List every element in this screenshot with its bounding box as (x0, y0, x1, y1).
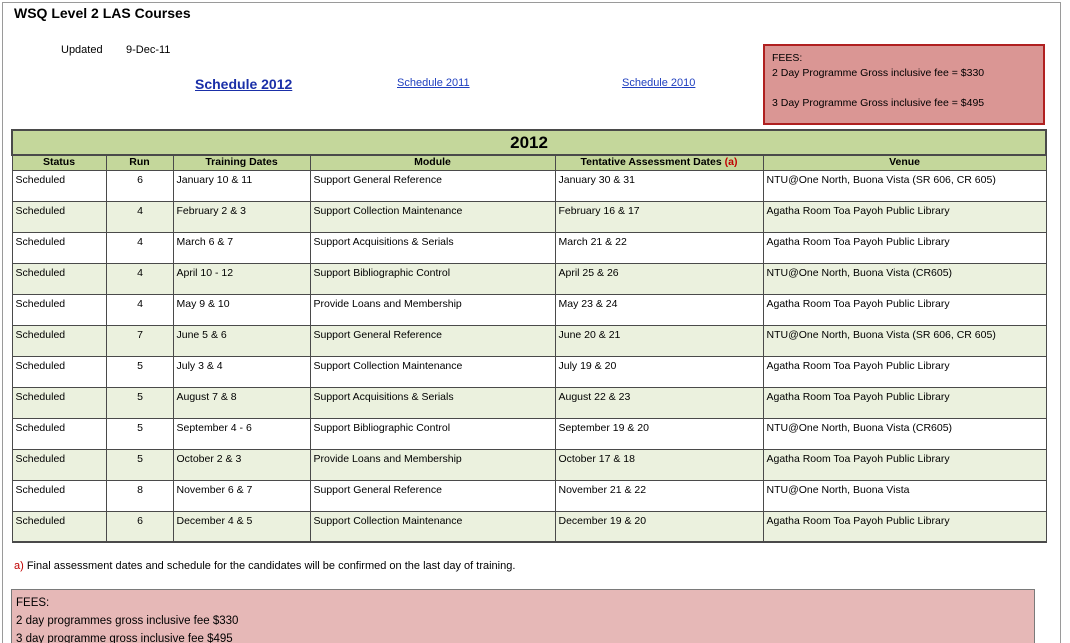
fees-heading: FEES: (772, 52, 803, 64)
footnote-mark: a) (14, 560, 24, 572)
schedule-table-body (12, 170, 1046, 542)
cell-status: Scheduled (12, 294, 106, 325)
cell-module: Support General Reference (310, 325, 555, 356)
cell-module: Support Acquisitions & Serials (310, 387, 555, 418)
cell-venue: NTU@One North, Buona Vista (SR 606, CR 605) (763, 170, 1046, 201)
cell-training-dates: February 2 & 3 (173, 201, 310, 232)
column-header-run: Run (106, 155, 173, 170)
column-header-module: Module (310, 155, 555, 170)
cell-venue: Agatha Room Toa Payoh Public Library (763, 201, 1046, 232)
cell-run: 5 (106, 418, 173, 449)
cell-assessment-dates: August 22 & 23 (555, 387, 763, 418)
cell-run: 4 (106, 294, 173, 325)
table-row (12, 449, 1046, 480)
cell-run: 7 (106, 325, 173, 356)
cell-module: Support General Reference (310, 480, 555, 511)
updated-date: 9-Dec-11 (126, 44, 171, 56)
cell-status: Scheduled (12, 449, 106, 480)
cell-module: Support Acquisitions & Serials (310, 232, 555, 263)
fees-2-day: 2 Day Programme Gross inclusive fee = $330 (772, 67, 985, 79)
fees-bottom-heading: FEES: (16, 597, 50, 609)
column-header-training-dates: Training Dates (173, 155, 310, 170)
fees-box-bottom (11, 589, 1035, 643)
cell-venue: NTU@One North, Buona Vista (763, 480, 1046, 511)
cell-training-dates: June 5 & 6 (173, 325, 310, 356)
cell-venue: Agatha Room Toa Payoh Public Library (763, 294, 1046, 325)
table-row (12, 263, 1046, 294)
cell-assessment-dates: November 21 & 22 (555, 480, 763, 511)
cell-training-dates: November 6 & 7 (173, 480, 310, 511)
cell-venue: NTU@One North, Buona Vista (SR 606, CR 605) (763, 325, 1046, 356)
cell-assessment-dates: April 25 & 26 (555, 263, 763, 294)
cell-venue: NTU@One North, Buona Vista (CR605) (763, 263, 1046, 294)
cell-status: Scheduled (12, 480, 106, 511)
fees-bottom-2-day: 2 day programmes gross inclusive fee $330 (16, 615, 239, 627)
cell-run: 5 (106, 387, 173, 418)
cell-training-dates: October 2 & 3 (173, 449, 310, 480)
cell-module: Support General Reference (310, 170, 555, 201)
cell-status: Scheduled (12, 201, 106, 232)
cell-training-dates: September 4 - 6 (173, 418, 310, 449)
cell-status: Scheduled (12, 170, 106, 201)
schedule-2011-link[interactable]: Schedule 2011 (397, 77, 470, 89)
table-row (12, 232, 1046, 263)
table-row (12, 418, 1046, 449)
cell-module: Support Collection Maintenance (310, 356, 555, 387)
fees-3-day: 3 Day Programme Gross inclusive fee = $495 (772, 97, 985, 109)
assessment-footnote-mark: (a) (724, 156, 738, 169)
cell-module: Provide Loans and Membership (310, 449, 555, 480)
schedule-table-wrap (11, 129, 1045, 543)
cell-run: 5 (106, 356, 173, 387)
cell-training-dates: July 3 & 4 (173, 356, 310, 387)
cell-status: Scheduled (12, 263, 106, 294)
cell-run: 6 (106, 170, 173, 201)
cell-run: 8 (106, 480, 173, 511)
table-row (12, 325, 1046, 356)
cell-assessment-dates: July 19 & 20 (555, 356, 763, 387)
table-row (12, 201, 1046, 232)
cell-venue: Agatha Room Toa Payoh Public Library (763, 387, 1046, 418)
table-row (12, 294, 1046, 325)
cell-assessment-dates: January 30 & 31 (555, 170, 763, 201)
table-row (12, 356, 1046, 387)
assessment-header-label: Tentative Assessment Dates (580, 156, 722, 169)
cell-venue: Agatha Room Toa Payoh Public Library (763, 232, 1046, 263)
footnote (14, 560, 515, 572)
cell-status: Scheduled (12, 387, 106, 418)
column-header-assessment-dates (555, 155, 763, 170)
cell-assessment-dates: May 23 & 24 (555, 294, 763, 325)
column-header-status: Status (12, 155, 106, 170)
cell-venue: Agatha Room Toa Payoh Public Library (763, 449, 1046, 480)
schedule-2012-link[interactable]: Schedule 2012 (195, 76, 293, 92)
cell-status: Scheduled (12, 325, 106, 356)
year-heading: 2012 (12, 130, 1046, 155)
cell-assessment-dates: March 21 & 22 (555, 232, 763, 263)
footnote-text: Final assessment dates and schedule for the candidates will be confirmed on the last day of training. (23, 560, 516, 572)
cell-assessment-dates: September 19 & 20 (555, 418, 763, 449)
column-header-venue: Venue (763, 155, 1046, 170)
cell-module: Support Bibliographic Control (310, 418, 555, 449)
cell-status: Scheduled (12, 356, 106, 387)
cell-training-dates: March 6 & 7 (173, 232, 310, 263)
table-row (12, 480, 1046, 511)
cell-training-dates: August 7 & 8 (173, 387, 310, 418)
table-row (12, 170, 1046, 201)
cell-assessment-dates: June 20 & 21 (555, 325, 763, 356)
cell-training-dates: April 10 - 12 (173, 263, 310, 294)
table-row (12, 511, 1046, 542)
cell-run: 6 (106, 511, 173, 542)
cell-training-dates: May 9 & 10 (173, 294, 310, 325)
cell-status: Scheduled (12, 232, 106, 263)
cell-assessment-dates: February 16 & 17 (555, 201, 763, 232)
updated-label: Updated (61, 44, 103, 56)
fees-bottom-3-day: 3 day programme gross inclusive fee $495 (16, 633, 233, 643)
cell-venue: NTU@One North, Buona Vista (CR605) (763, 418, 1046, 449)
cell-module: Provide Loans and Membership (310, 294, 555, 325)
cell-assessment-dates: December 19 & 20 (555, 511, 763, 542)
page-title: WSQ Level 2 LAS Courses (14, 5, 191, 21)
cell-run: 4 (106, 201, 173, 232)
table-row (12, 387, 1046, 418)
cell-module: Support Bibliographic Control (310, 263, 555, 294)
cell-training-dates: January 10 & 11 (173, 170, 310, 201)
cell-venue: Agatha Room Toa Payoh Public Library (763, 511, 1046, 542)
cell-run: 5 (106, 449, 173, 480)
cell-status: Scheduled (12, 418, 106, 449)
schedule-2010-link[interactable]: Schedule 2010 (622, 77, 696, 89)
cell-status: Scheduled (12, 511, 106, 542)
fees-box-top (763, 44, 1045, 125)
cell-module: Support Collection Maintenance (310, 201, 555, 232)
cell-run: 4 (106, 263, 173, 294)
cell-venue: Agatha Room Toa Payoh Public Library (763, 356, 1046, 387)
cell-module: Support Collection Maintenance (310, 511, 555, 542)
cell-training-dates: December 4 & 5 (173, 511, 310, 542)
cell-run: 4 (106, 232, 173, 263)
schedule-table (11, 129, 1047, 543)
cell-assessment-dates: October 17 & 18 (555, 449, 763, 480)
